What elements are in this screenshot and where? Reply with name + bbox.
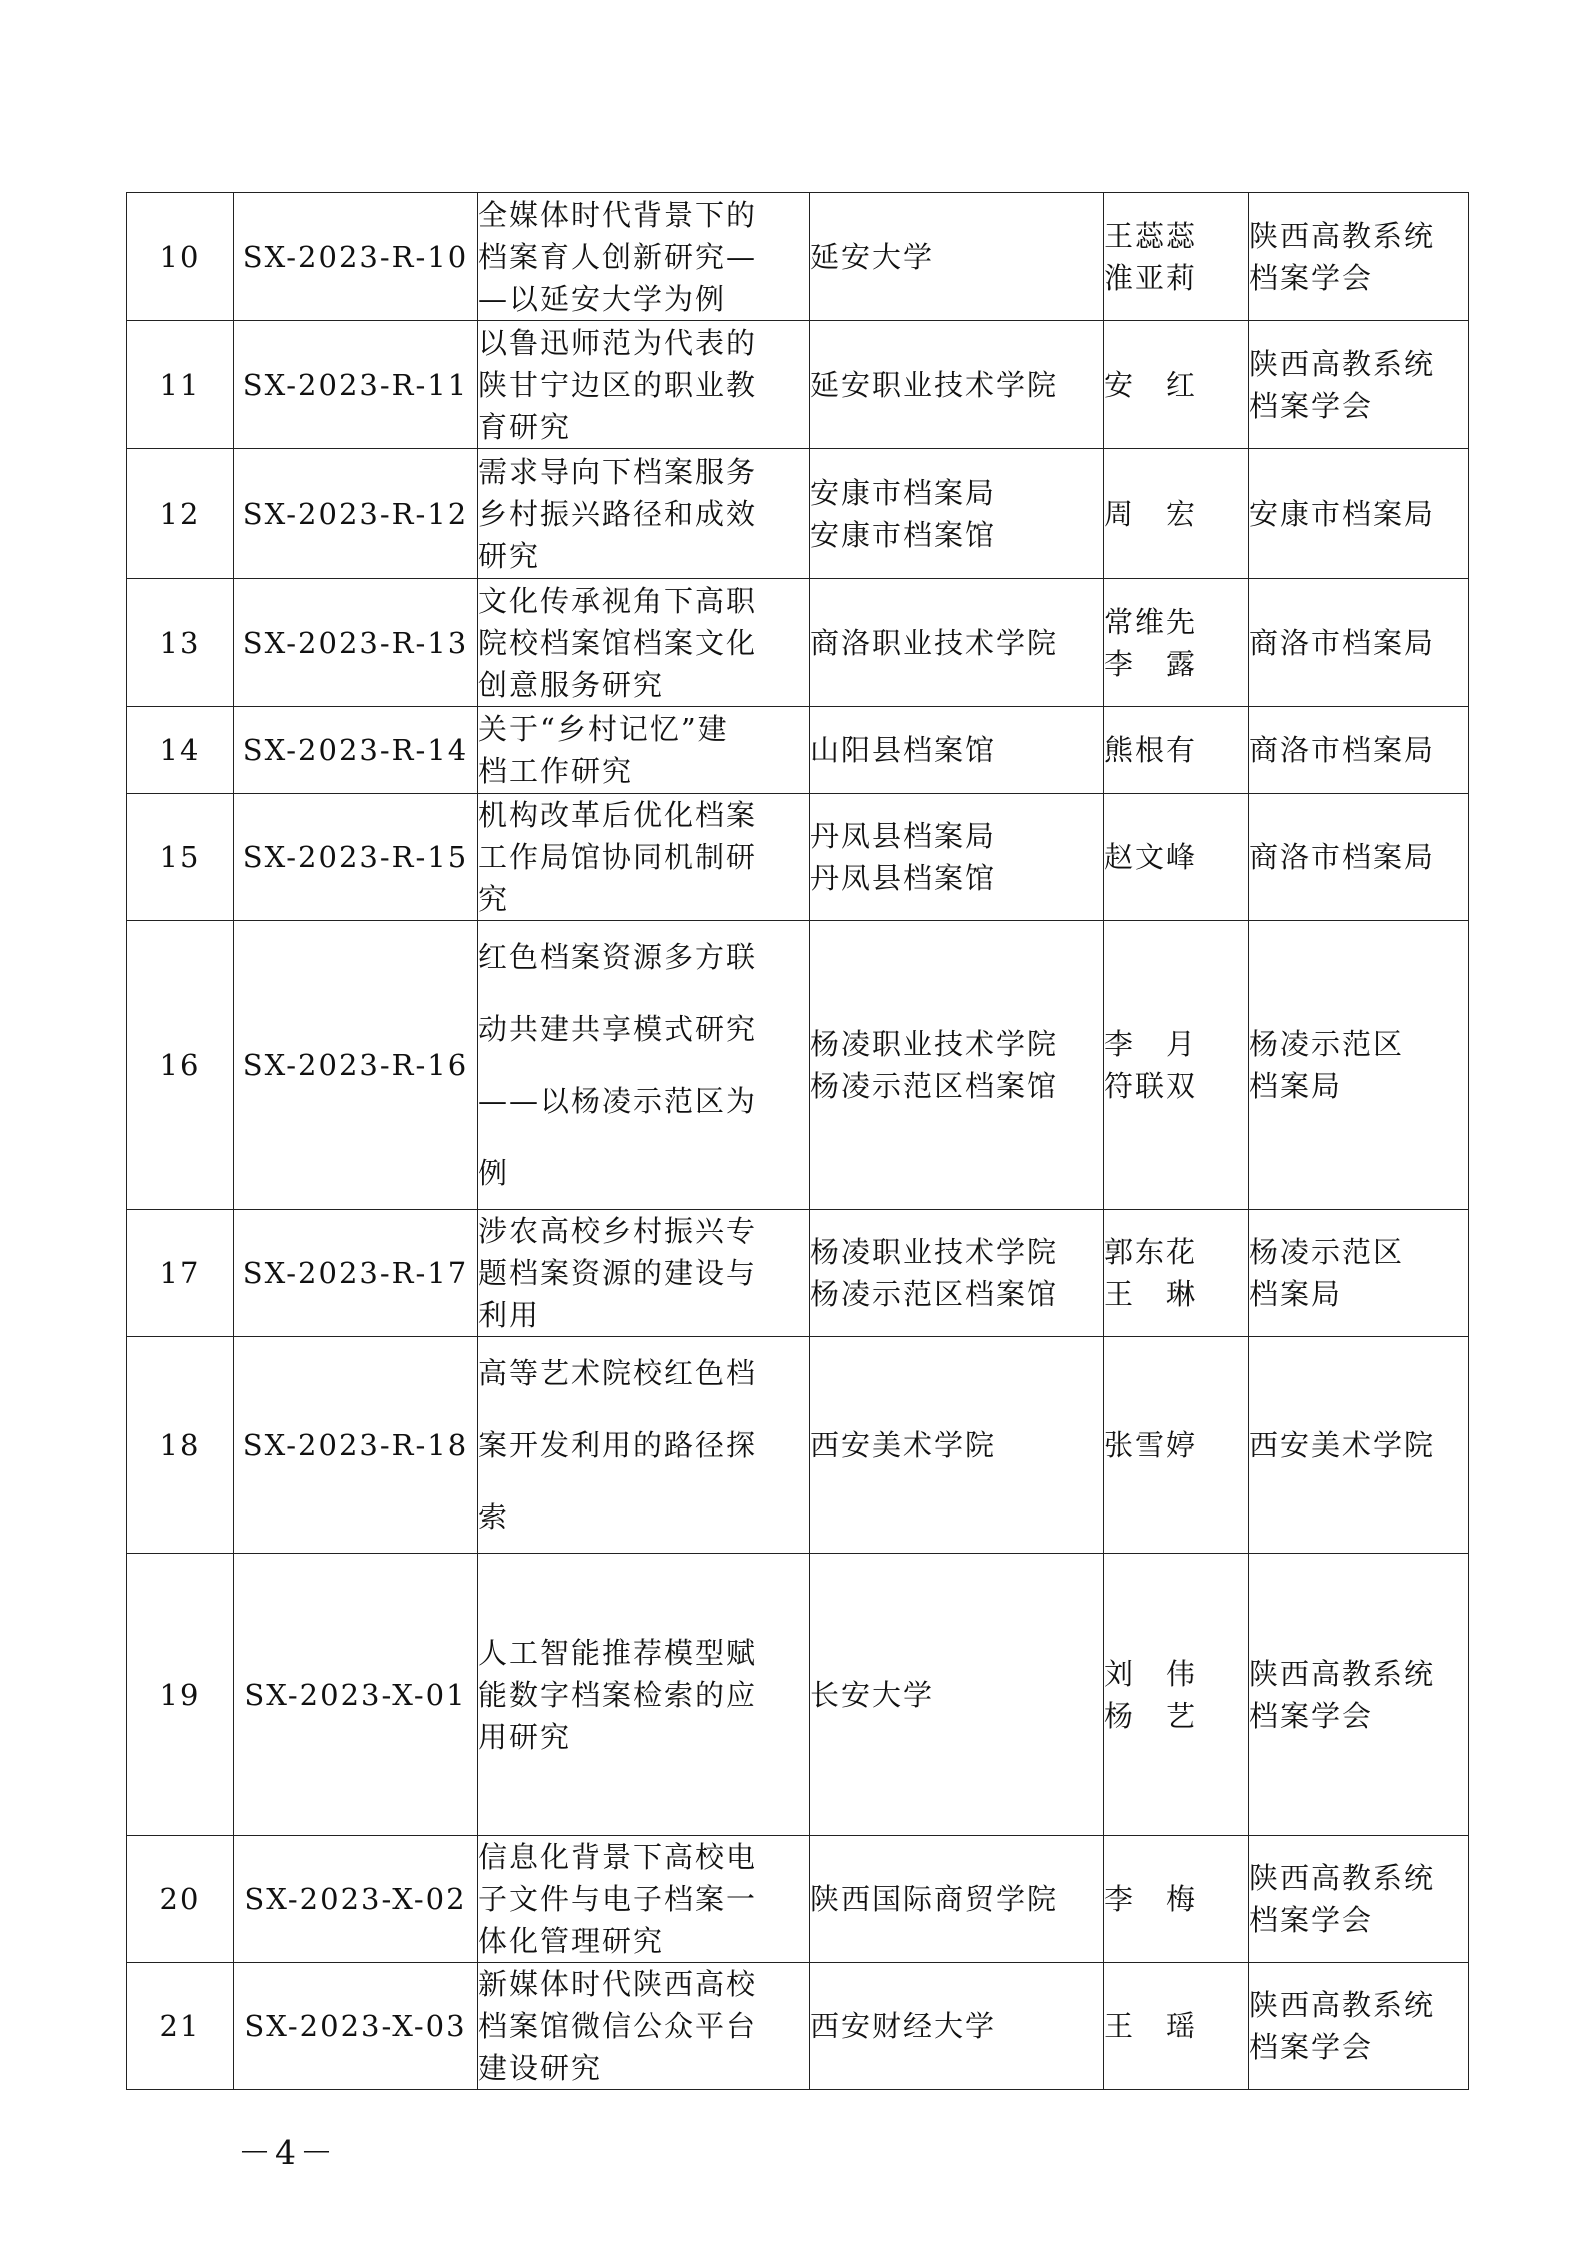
project-leader-line: 刘 伟 — [1104, 1656, 1198, 1691]
project-leader — [1104, 1210, 1249, 1337]
project-title-line: 能数字档案检索的应 — [478, 1677, 758, 1712]
page-number: －4－ — [238, 2133, 337, 2172]
recommending-unit-line: 杨凌示范区 — [1249, 1027, 1405, 1061]
undertaking-unit — [810, 193, 1104, 321]
row-number: 14 — [127, 707, 234, 794]
project-title-line: 涉农高校乡村振兴专 — [478, 1214, 758, 1248]
row-number: 19 — [127, 1554, 234, 1836]
recommending-unit-line: 档案局 — [1249, 1069, 1343, 1103]
recommending-unit-line: 西安美术学院 — [1249, 1428, 1436, 1462]
recommending-unit-line: 陕西高教系统 — [1249, 346, 1436, 381]
project-title-line: 档案育人创新研究— — [478, 239, 758, 274]
project-title-line: 乡村振兴路径和成效 — [478, 496, 758, 531]
project-title-line: 子文件与电子档案一 — [478, 1882, 758, 1916]
project-title — [478, 1963, 810, 2090]
project-title — [478, 1337, 810, 1554]
table-row — [127, 921, 1469, 1210]
undertaking-unit-line: 安康市档案局 — [810, 475, 997, 510]
project-code: SX-2023-R-15 — [234, 794, 478, 921]
row-number: 21 — [127, 1963, 234, 2090]
recommending-unit — [1249, 1836, 1469, 1963]
recommending-unit-line: 商洛市档案局 — [1249, 840, 1436, 874]
table-row — [127, 1963, 1469, 2090]
project-leader-line: 熊根有 — [1104, 733, 1198, 767]
project-leader — [1104, 1963, 1249, 2090]
project-leader — [1104, 1836, 1249, 1963]
undertaking-unit — [810, 1554, 1104, 1836]
project-title-line: 新媒体时代陕西高校 — [478, 1967, 758, 2001]
project-leader-line: 符联双 — [1104, 1069, 1198, 1103]
project-leader-line: 王蕊蕊 — [1104, 218, 1198, 253]
undertaking-unit-line: 陕西国际商贸学院 — [810, 1882, 1059, 1916]
undertaking-unit-line: 延安大学 — [810, 239, 935, 274]
project-leader-line: 李 梅 — [1104, 1882, 1198, 1916]
recommending-unit-line: 档案学会 — [1249, 260, 1374, 295]
project-code: SX-2023-R-18 — [234, 1337, 478, 1554]
project-title-line: 用研究 — [478, 1719, 572, 1754]
row-number: 13 — [127, 579, 234, 707]
project-title-line: 动共建共享模式研究 — [478, 1012, 758, 1046]
project-title-line: 高等艺术院校红色档 — [478, 1356, 758, 1390]
undertaking-unit — [810, 321, 1104, 449]
project-leader-line: 张雪婷 — [1104, 1428, 1198, 1462]
recommending-unit-line: 商洛市档案局 — [1249, 733, 1436, 767]
table-row — [127, 579, 1469, 707]
project-leader — [1104, 193, 1249, 321]
project-title-line: 创意服务研究 — [478, 667, 665, 702]
undertaking-unit-line: 安康市档案馆 — [810, 517, 997, 552]
project-title-line: 全媒体时代背景下的 — [478, 197, 758, 232]
project-code: SX-2023-R-13 — [234, 579, 478, 707]
project-table — [126, 192, 1469, 2090]
undertaking-unit-line: 长安大学 — [810, 1677, 935, 1712]
project-code: SX-2023-X-03 — [234, 1963, 478, 2090]
row-number: 11 — [127, 321, 234, 449]
recommending-unit-line: 档案学会 — [1249, 2030, 1374, 2064]
project-leader-line: 王 瑶 — [1104, 2009, 1198, 2043]
project-code: SX-2023-R-12 — [234, 449, 478, 579]
project-leader-line: 安 红 — [1104, 367, 1198, 402]
table-row — [127, 707, 1469, 794]
project-title — [478, 193, 810, 321]
project-title — [478, 449, 810, 579]
project-title-line: 工作局馆协同机制研 — [478, 840, 758, 874]
project-leader-line: 淮亚莉 — [1104, 260, 1198, 295]
project-title-line: ——以杨凌示范区为 — [478, 1084, 758, 1118]
project-code: SX-2023-X-02 — [234, 1836, 478, 1963]
row-number: 18 — [127, 1337, 234, 1554]
recommending-unit-line: 陕西高教系统 — [1249, 218, 1436, 253]
project-title — [478, 921, 810, 1210]
table-row — [127, 1554, 1469, 1836]
project-code: SX-2023-R-16 — [234, 921, 478, 1210]
project-title-line: 人工智能推荐模型赋 — [478, 1635, 758, 1670]
recommending-unit — [1249, 193, 1469, 321]
undertaking-unit-line: 西安美术学院 — [810, 1428, 997, 1462]
recommending-unit — [1249, 1963, 1469, 2090]
recommending-unit-line: 档案学会 — [1249, 1903, 1374, 1937]
recommending-unit-line: 陕西高教系统 — [1249, 1988, 1436, 2022]
undertaking-unit — [810, 1337, 1104, 1554]
project-title-line: 档工作研究 — [478, 754, 634, 788]
project-title — [478, 1210, 810, 1337]
project-leader-line: 杨 艺 — [1104, 1698, 1198, 1733]
project-title-line: 育研究 — [478, 409, 572, 444]
undertaking-unit-line: 杨凌示范区档案馆 — [810, 1277, 1059, 1311]
table-row — [127, 1836, 1469, 1963]
project-leader-line: 周 宏 — [1104, 496, 1198, 531]
recommending-unit — [1249, 449, 1469, 579]
undertaking-unit-line: 丹凤县档案局 — [810, 819, 997, 853]
recommending-unit — [1249, 321, 1469, 449]
undertaking-unit — [810, 1836, 1104, 1963]
recommending-unit-line: 档案学会 — [1249, 1698, 1374, 1733]
project-leader — [1104, 579, 1249, 707]
table-row — [127, 794, 1469, 921]
project-code: SX-2023-X-01 — [234, 1554, 478, 1836]
table-row — [127, 193, 1469, 321]
undertaking-unit-line: 商洛职业技术学院 — [810, 625, 1059, 660]
project-title-line: 文化传承视角下高职 — [478, 583, 758, 618]
project-leader-line: 李 月 — [1104, 1027, 1198, 1061]
project-title-line: 利用 — [478, 1298, 541, 1332]
row-number: 10 — [127, 193, 234, 321]
project-leader-line: 赵文峰 — [1104, 840, 1198, 874]
project-title — [478, 1836, 810, 1963]
recommending-unit-line: 档案局 — [1249, 1277, 1343, 1311]
row-number: 16 — [127, 921, 234, 1210]
recommending-unit — [1249, 1554, 1469, 1836]
row-number: 15 — [127, 794, 234, 921]
row-number: 12 — [127, 449, 234, 579]
recommending-unit-line: 安康市档案局 — [1249, 496, 1436, 531]
recommending-unit-line: 商洛市档案局 — [1249, 625, 1436, 660]
table-row — [127, 1210, 1469, 1337]
project-title-line: 关于“乡村记忆”建 — [478, 712, 729, 746]
project-title-line: 档案馆微信公众平台 — [478, 2009, 758, 2043]
project-title-line: 究 — [478, 882, 510, 916]
recommending-unit-line: 杨凌示范区 — [1249, 1235, 1405, 1269]
project-title — [478, 794, 810, 921]
project-title-line: 信息化背景下高校电 — [478, 1840, 758, 1874]
project-title-line: 机构改革后优化档案 — [478, 798, 758, 832]
undertaking-unit — [810, 707, 1104, 794]
project-title-line: 体化管理研究 — [478, 1924, 665, 1958]
project-code: SX-2023-R-17 — [234, 1210, 478, 1337]
recommending-unit-line: 档案学会 — [1249, 388, 1374, 423]
project-title-line: 例 — [478, 1156, 510, 1190]
table-row — [127, 1337, 1469, 1554]
undertaking-unit — [810, 449, 1104, 579]
recommending-unit — [1249, 1337, 1469, 1554]
row-number: 20 — [127, 1836, 234, 1963]
recommending-unit — [1249, 794, 1469, 921]
recommending-unit — [1249, 921, 1469, 1210]
table-row — [127, 321, 1469, 449]
project-code: SX-2023-R-10 — [234, 193, 478, 321]
project-title-line: 陕甘宁边区的职业教 — [478, 367, 758, 402]
undertaking-unit — [810, 794, 1104, 921]
recommending-unit-line: 陕西高教系统 — [1249, 1656, 1436, 1691]
project-title-line: 索 — [478, 1500, 510, 1534]
project-leader — [1104, 321, 1249, 449]
row-number: 17 — [127, 1210, 234, 1337]
project-table-body — [127, 193, 1469, 2090]
project-leader-line: 常维先 — [1104, 604, 1198, 639]
project-title-line: 以鲁迅师范为代表的 — [478, 325, 758, 360]
recommending-unit — [1249, 579, 1469, 707]
undertaking-unit-line: 延安职业技术学院 — [810, 367, 1059, 402]
recommending-unit — [1249, 1210, 1469, 1337]
project-title-line: 题档案资源的建设与 — [478, 1256, 758, 1290]
project-title-line: 需求导向下档案服务 — [478, 454, 758, 489]
project-code: SX-2023-R-14 — [234, 707, 478, 794]
project-title — [478, 707, 810, 794]
project-title-line: 案开发利用的路径探 — [478, 1428, 758, 1462]
project-title — [478, 579, 810, 707]
recommending-unit-line: 陕西高教系统 — [1249, 1861, 1436, 1895]
undertaking-unit — [810, 579, 1104, 707]
project-leader — [1104, 1554, 1249, 1836]
undertaking-unit-line: 杨凌职业技术学院 — [810, 1027, 1059, 1061]
undertaking-unit — [810, 1210, 1104, 1337]
project-leader-line: 王 琳 — [1104, 1277, 1198, 1311]
project-leader — [1104, 921, 1249, 1210]
undertaking-unit-line: 杨凌示范区档案馆 — [810, 1069, 1059, 1103]
project-title-line: 建设研究 — [478, 2051, 603, 2085]
undertaking-unit-line: 杨凌职业技术学院 — [810, 1235, 1059, 1269]
project-title-line: 研究 — [478, 538, 541, 573]
project-leader-line: 郭东花 — [1104, 1235, 1198, 1269]
project-leader-line: 李 露 — [1104, 646, 1198, 681]
recommending-unit — [1249, 707, 1469, 794]
project-title-line: —以延安大学为例 — [478, 281, 727, 316]
project-leader — [1104, 707, 1249, 794]
project-leader — [1104, 794, 1249, 921]
project-leader — [1104, 1337, 1249, 1554]
project-title — [478, 1554, 810, 1836]
undertaking-unit-line: 西安财经大学 — [810, 2009, 997, 2043]
project-title — [478, 321, 810, 449]
undertaking-unit — [810, 1963, 1104, 2090]
project-title-line: 红色档案资源多方联 — [478, 940, 758, 974]
project-title-line: 院校档案馆档案文化 — [478, 625, 758, 660]
undertaking-unit-line: 山阳县档案馆 — [810, 733, 997, 767]
project-code: SX-2023-R-11 — [234, 321, 478, 449]
project-leader — [1104, 449, 1249, 579]
table-row — [127, 449, 1469, 579]
undertaking-unit — [810, 921, 1104, 1210]
undertaking-unit-line: 丹凤县档案馆 — [810, 861, 997, 895]
